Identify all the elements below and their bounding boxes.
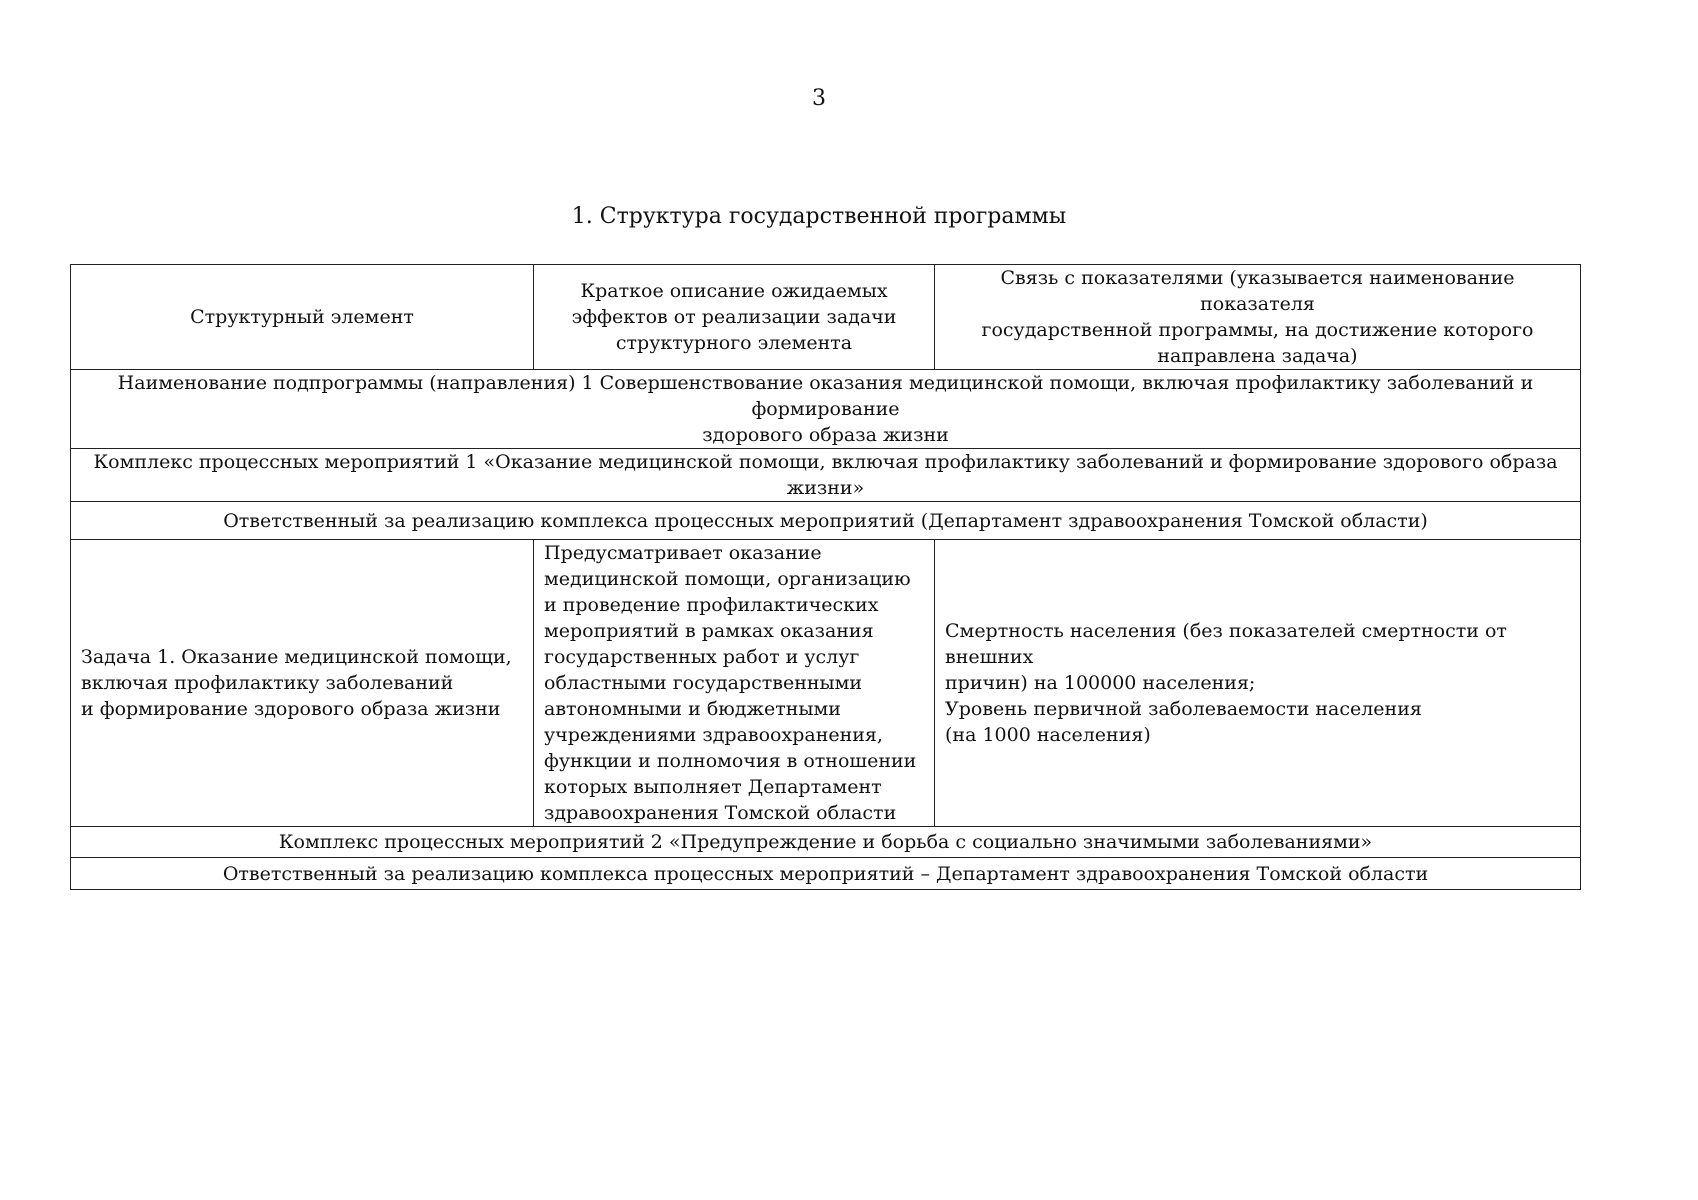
task-1-element-line: включая профилактику заболеваний	[81, 672, 454, 694]
header-structural-element	[71, 265, 534, 370]
task-1-element-line: Задача 1. Оказание медицинской помощи,	[81, 646, 512, 668]
task-1-indicators-line: (на 1000 населения)	[945, 724, 1151, 746]
complex-1-row	[71, 449, 1581, 502]
header-line: структурного элемента	[615, 332, 853, 354]
header-indicators-link	[935, 265, 1581, 370]
page-number: 3	[812, 86, 826, 111]
subprogram-line: здорового образа жизни	[702, 424, 949, 446]
task-1-effects-line: медицинской помощи, организацию	[544, 568, 911, 590]
task-1-effects-line: здравоохранения Томской области	[544, 802, 897, 824]
responsible-1-row	[71, 502, 1581, 540]
header-line: государственной программы, на достижение которого	[981, 319, 1534, 341]
task-1-indicators-line: Уровень первичной заболеваемости населения	[945, 698, 1422, 720]
task-1-effects-cell	[534, 540, 935, 827]
complex-2-cell: Комплекс процессных мероприятий 2 «Предупреждение и борьба с социально значимыми заболеваниями»	[71, 827, 1581, 858]
responsible-2-row	[71, 858, 1581, 890]
complex-1-cell: Комплекс процессных мероприятий 1 «Оказание медицинской помощи, включая профилактику заболеваний и формирование здорового образа жизни»	[71, 449, 1581, 502]
header-line: Структурный элемент	[190, 306, 414, 328]
task-1-effects-line: учреждениями здравоохранения,	[544, 724, 883, 746]
task-1-effects-line: Предусматривает оказание	[544, 542, 822, 564]
section-title: 1. Структура государственной программы	[571, 204, 1067, 229]
task-1-indicators-cell	[935, 540, 1581, 827]
task-1-effects-line: областными государственными	[544, 672, 863, 694]
task-1-effects-line: и проведение профилактических	[544, 594, 879, 616]
responsible-2-cell: Ответственный за реализацию комплекса процессных мероприятий – Департамент здравоохранения Томской области	[71, 858, 1581, 890]
task-1-element-line: и формирование здорового образа жизни	[81, 698, 501, 720]
task-1-effects-line: государственных работ и услуг	[544, 646, 860, 668]
task-1-effects-line: функции и полномочия в отношении	[544, 750, 917, 772]
subprogram-row	[71, 370, 1581, 449]
task-1-element-cell	[71, 540, 534, 827]
header-line: направлена задача)	[1157, 345, 1358, 367]
header-line: Связь с показателями (указывается наименование показателя	[1000, 267, 1515, 315]
table-header-row	[71, 265, 1581, 370]
task-1-effects-line: автономными и бюджетными	[544, 698, 841, 720]
header-line: Краткое описание ожидаемых	[580, 280, 888, 302]
complex-2-row	[71, 827, 1581, 858]
header-line: эффектов от реализации задачи	[571, 306, 897, 328]
responsible-1-cell: Ответственный за реализацию комплекса процессных мероприятий (Департамент здравоохранения Томской области)	[71, 502, 1581, 540]
task-1-effects-line: мероприятий в рамках оказания	[544, 620, 874, 642]
task-1-row	[71, 540, 1581, 827]
structure-table	[70, 264, 1581, 890]
task-1-indicators-line: причин) на 100000 населения;	[945, 672, 1256, 694]
task-1-indicators-line: Смертность населения (без показателей смертности от внешних	[945, 620, 1507, 668]
subprogram-cell	[71, 370, 1581, 449]
task-1-effects-line: которых выполняет Департамент	[544, 776, 882, 798]
header-effects-description	[534, 265, 935, 370]
subprogram-line: Наименование подпрограммы (направления) 1 Совершенствование оказания медицинской помощи, включая профилактику заболеваний и формирование	[117, 372, 1534, 420]
